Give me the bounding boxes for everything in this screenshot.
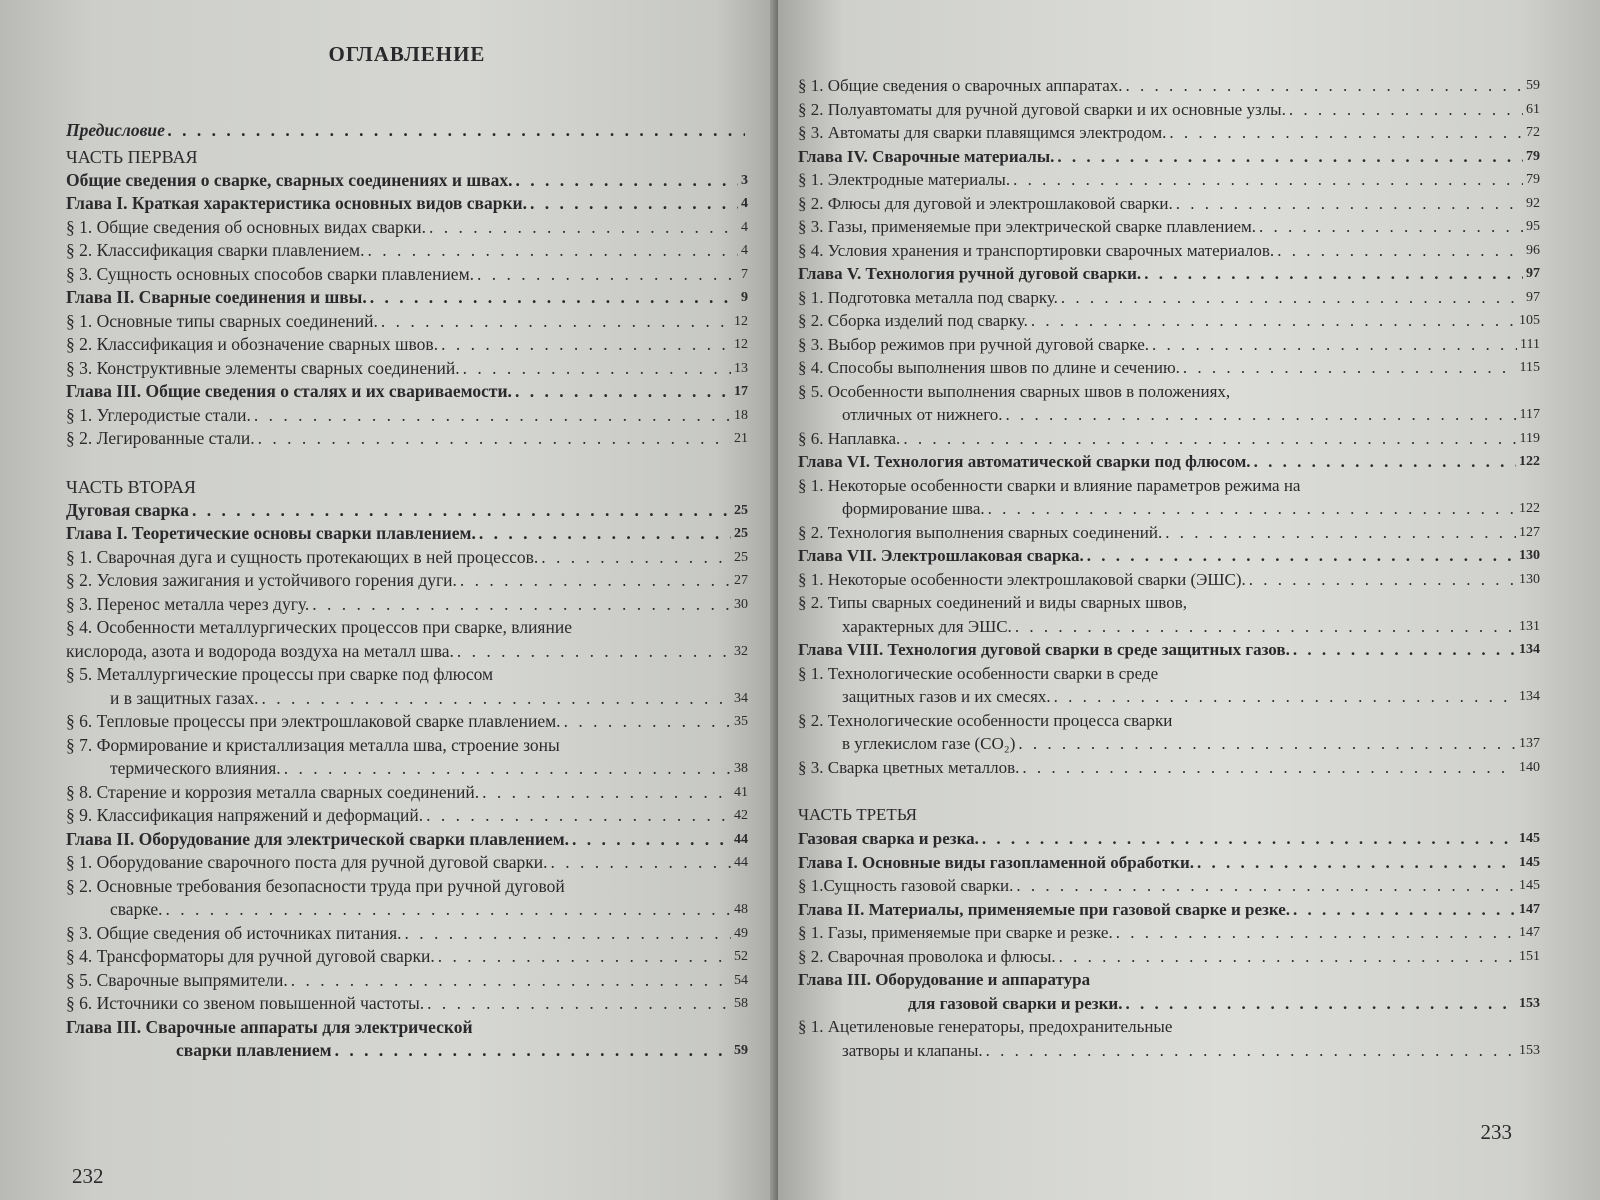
toc-section: § 1. Основные типы сварных соединений. . . . 12 (66, 310, 748, 334)
toc-section: § 1. Ацетиленовые генераторы, предохранительные (798, 1017, 1173, 1036)
toc-section-cont: затворы и клапаны. . . . 153 (798, 1039, 1540, 1063)
toc-section: § 8. Старение и коррозия металла сварных соединений. . . . 41 (66, 781, 748, 805)
toc-chapter-cont: сварки плавлением . . . 59 (66, 1039, 748, 1063)
part-label: ЧАСТЬ ВТОРАЯ (66, 476, 196, 497)
toc-section: § 6. Наплавка. . . . 119 (798, 427, 1540, 451)
toc-section: § 1. Технологические особенности сварки в среде (798, 663, 1159, 683)
toc-section: § 4. Условия хранения и транспортировки сварочных материалов. . . . 96 (798, 239, 1540, 263)
toc-section: § 7. Формирование и кристаллизация металла шва, строение зоны (66, 734, 560, 755)
toc-chapter: Глава III. Общие сведения о сталях и их свариваемости. . . . 17 (66, 380, 748, 404)
toc-chapter: Глава I. Краткая характеристика основных видов сварки. . . . 4 (66, 192, 748, 216)
toc-section-cont: в углекислом газе (CO₂) . . . 137 (798, 732, 1540, 756)
toc-chapter: Глава IV. Сварочные материалы. . . . 79 (798, 145, 1540, 169)
page-number-left: 232 (72, 1164, 104, 1188)
toc-section: § 4. Способы выполнения швов по длине и сечению. . . . 115 (798, 356, 1540, 380)
toc-section: § 3. Газы, применяемые при электрической сварке плавлением. . . . 95 (798, 215, 1540, 239)
toc-section: § 5. Сварочные выпрямители. . . . 54 (66, 969, 748, 993)
toc-section-cont: отличных от нижнего. . . . 117 (798, 403, 1540, 427)
page-number-right: 233 (1480, 1120, 1512, 1144)
toc-chapter: Глава II. Материалы, применяемые при газовой сварке и резке. . . . 147 (798, 898, 1540, 922)
toc-section: § 2. Основные требования безопасности труда при ручной дуговой (66, 875, 565, 896)
toc-section: § 1. Сварочная дуга и сущность протекающих в ней процессов. . . . 25 (66, 546, 748, 570)
toc-section: § 3. Выбор режимов при ручной дуговой сварке. . . . 111 (798, 333, 1540, 357)
toc-section: § 2. Технологические особенности процесса сварки (798, 710, 1173, 730)
toc-chapter: Глава V. Технология ручной дуговой сварки. . . . 97 (798, 262, 1540, 286)
toc-section: § 4. Трансформаторы для ручной дуговой сварки. . . . 52 (66, 945, 748, 969)
toc-section: § 9. Классификация напряжений и деформаций. . . . 42 (66, 804, 748, 828)
toc-chapter: Глава VIII. Технология дуговой сварки в среде защитных газов. . . . 134 (798, 638, 1540, 662)
toc-chapter: Глава II. Оборудование для электрической сварки плавлением. . . . 44 (66, 828, 748, 852)
toc-section: § 2. Классификация и обозначение сварных швов. . . . 12 (66, 333, 748, 357)
toc-section: § 1. Общие сведения о сварочных аппаратах. . . . 59 (798, 74, 1540, 98)
toc-section: § 6. Тепловые процессы при электрошлаковой сварке плавлением. . . . 35 (66, 710, 748, 734)
toc-section: § 1. Некоторые особенности сварки и влияние параметров режима на (798, 475, 1301, 495)
toc-section-cont: и в защитных газах. . . . 34 (66, 687, 748, 711)
toc-section: § 2. Типы сварных соединений и виды сварных швов, (798, 593, 1187, 612)
part-label: ЧАСТЬ ПЕРВАЯ (66, 146, 198, 167)
left-page (0, 0, 778, 1200)
toc-section: § 2. Сварочная проволока и флюсы. . . . 151 (798, 945, 1540, 969)
part-subtitle: Дуговая сварка . . . 25 (66, 499, 748, 523)
toc-section: § 2. Условия зажигания и устойчивого горения дуги. . . . 27 (66, 569, 748, 593)
toc-section-cont: формирование шва. . . . 122 (798, 497, 1540, 521)
toc-section: § 5. Металлургические процессы при сварке под флюсом (66, 664, 494, 684)
toc-section: § 1.Сущность газовой сварки. . . . 145 (798, 874, 1540, 898)
toc-section: § 3. Конструктивные элементы сварных соединений. . . . 13 (66, 357, 748, 381)
toc-section: § 1. Некоторые особенности электрошлаковой сварки (ЭШС). . . . 130 (798, 568, 1540, 592)
toc-chapter: Глава II. Сварные соединения и швы. . . . 9 (66, 286, 748, 310)
toc-chapter: Глава VII. Электрошлаковая сварка. . . . 130 (798, 544, 1540, 568)
toc-section: § 2. Классификация сварки плавлением. . . . 4 (66, 239, 748, 263)
toc-section-cont: кислорода, азота и водорода воздуха на металл шва. . . . 32 (66, 640, 748, 664)
part-subtitle: Общие сведения о сварке, сварных соединениях и швах. . . . 3 (66, 169, 748, 193)
toc-section: § 2. Полуавтоматы для ручной дуговой сварки и их основные узлы. . . . 61 (798, 98, 1540, 122)
toc-section: § 3. Сущность основных способов сварки плавлением. . . . 7 (66, 263, 748, 287)
toc-chapter: Глава III. Оборудование и аппаратура (798, 970, 1091, 989)
part-subtitle: Газовая сварка и резка. . . . 145 (798, 827, 1540, 851)
toc-chapter: Глава I. Теоретические основы сварки плавлением. . . . 25 (66, 522, 748, 546)
toc-section: § 2. Технология выполнения сварных соединений. . . . 127 (798, 521, 1540, 545)
toc-chapter: Глава I. Основные виды газопламенной обработки. . . . 145 (798, 851, 1540, 875)
toc-chapter: Глава VI. Технология автоматической сварки под флюсом. . . . 122 (798, 450, 1540, 474)
toc-section: § 6. Источники со звеном повышенной частоты. . . . 58 (66, 992, 748, 1016)
part-label: ЧАСТЬ ТРЕТЬЯ (798, 805, 918, 824)
toc-section: § 2. Сборка изделий под сварку. . . . 105 (798, 309, 1540, 333)
toc-heading: ОГЛАВЛЕНИЕ (328, 42, 486, 66)
toc-section: § 3. Общие сведения об источниках питания. . . . 49 (66, 922, 748, 946)
toc-section: § 3. Автоматы для сварки плавящимся электродом. . . . 72 (798, 121, 1540, 145)
toc-chapter: Глава III. Сварочные аппараты для электрической (66, 1016, 473, 1037)
toc-section: § 1. Углеродистые стали. . . . 18 (66, 404, 748, 428)
toc-section: § 1. Подготовка металла под сварку. . . . 97 (798, 286, 1540, 310)
toc-section-cont: сварке. . . . 48 (66, 898, 748, 922)
toc-section: § 5. Особенности выполнения сварных швов в положениях, (798, 381, 1231, 401)
right-page (778, 0, 1600, 1200)
toc-section: § 1. Оборудование сварочного поста для ручной дуговой сварки. . . . 44 (66, 851, 748, 875)
toc-section: § 4. Особенности металлургических процессов при сварке, влияние (66, 617, 572, 637)
toc-section-cont: термического влияния. . . . 38 (66, 757, 748, 781)
toc-chapter-cont: для газовой сварки и резки. . . . 153 (798, 992, 1540, 1016)
toc-section: § 2. Легированные стали. . . . 21 (66, 427, 748, 451)
toc-section: § 3. Перенос металла через дугу. . . . 30 (66, 593, 748, 617)
toc-section-cont: защитных газов и их смесях. . . . 134 (798, 685, 1540, 709)
toc-section-cont: характерных для ЭШС. . . . 131 (798, 615, 1540, 639)
toc-entry-preface: Предисловие . . . (66, 119, 748, 143)
toc-section: § 1. Газы, применяемые при сварке и резке. . . . 147 (798, 921, 1540, 945)
toc-section: § 3. Сварка цветных металлов. . . . 140 (798, 756, 1540, 780)
toc-section: § 1. Электродные материалы. . . . 79 (798, 168, 1540, 192)
toc-section: § 1. Общие сведения об основных видах сварки. . . . 4 (66, 216, 748, 240)
toc-section: § 2. Флюсы для дуговой и электрошлаковой сварки. . . . 92 (798, 192, 1540, 216)
